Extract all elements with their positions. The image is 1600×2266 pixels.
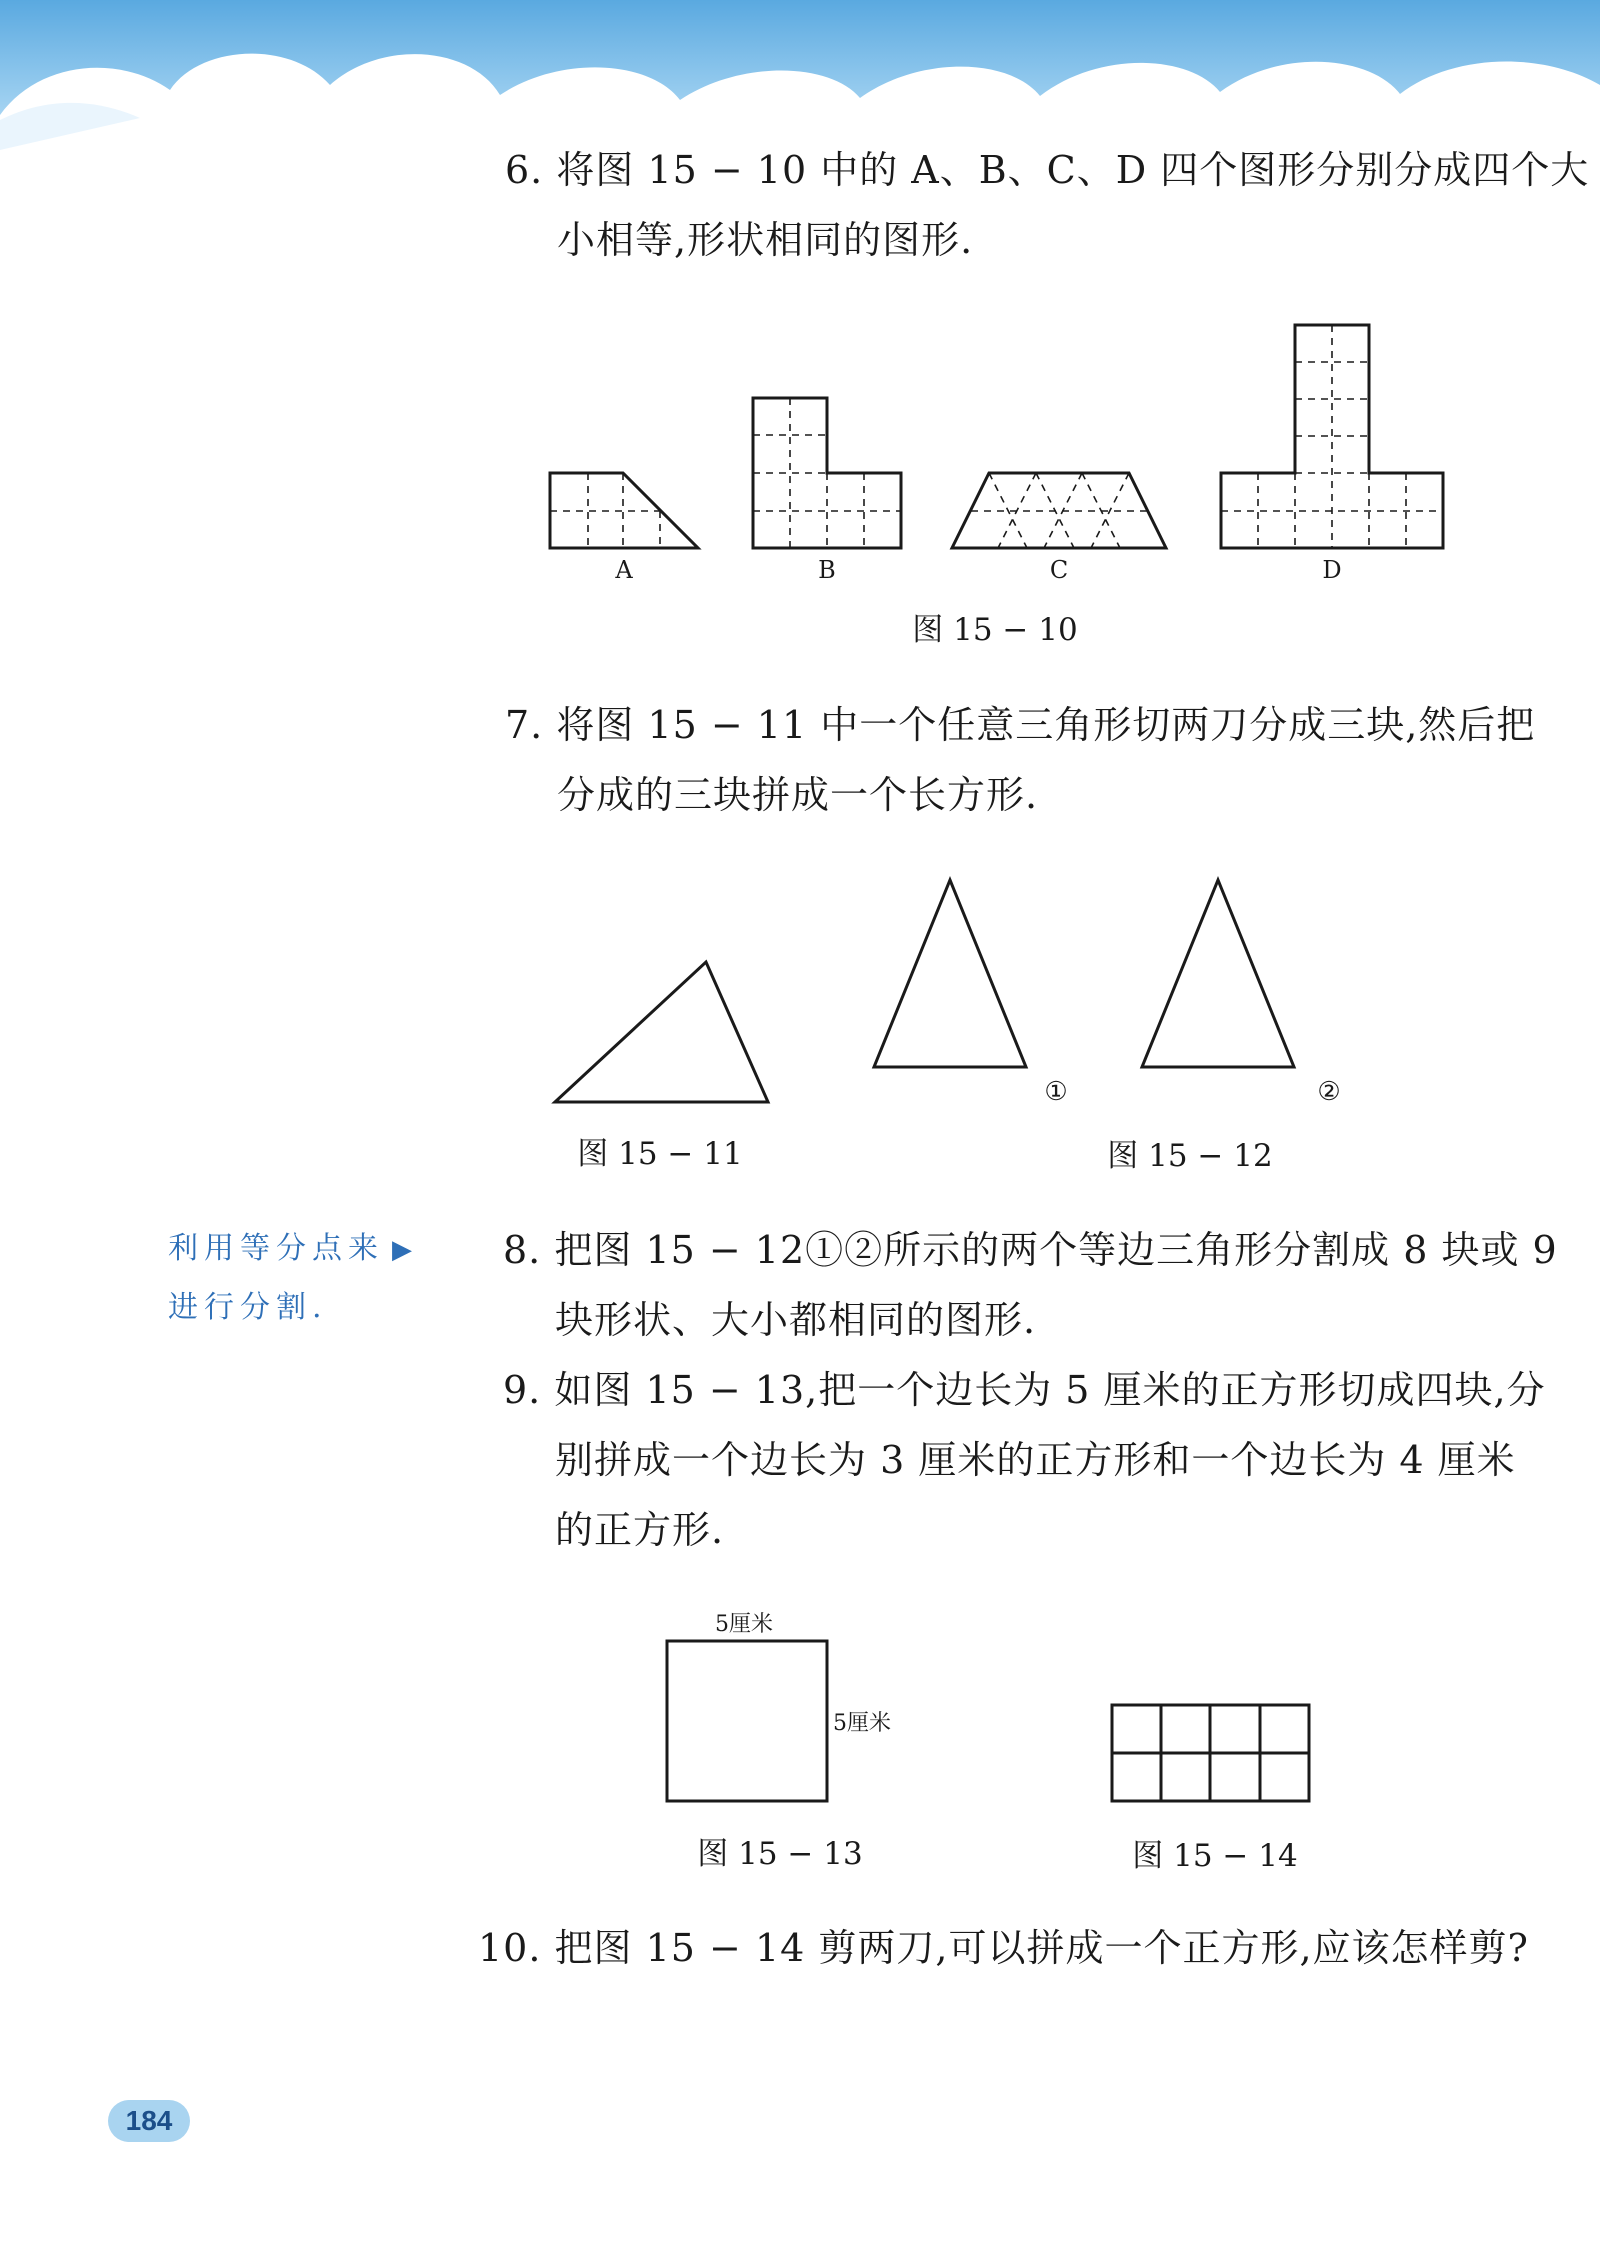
figure-15-13-and-15-14 <box>640 1600 1340 1820</box>
header-cloud-banner <box>0 0 1600 150</box>
shape-c-label: C <box>1049 556 1069 584</box>
question-text-line2: 小相等,形状相同的图形. <box>557 218 974 262</box>
question-text-line1: 把图 15 − 14 剪两刀,可以拼成一个正方形,应该怎样剪? <box>554 1926 1529 1970</box>
question-text-line1: 把图 15 − 12①②所示的两个等边三角形分割成 8 块或 9 <box>554 1228 1558 1272</box>
figure-15-12-caption: 图 15 − 12 <box>1107 1138 1273 1174</box>
figure-15-11-caption: 图 15 − 11 <box>577 1136 743 1172</box>
arrow-right-icon: ▶ <box>392 1235 412 1265</box>
question-text-line1: 如图 15 − 13,把一个边长为 5 厘米的正方形切成四块,分 <box>554 1368 1546 1412</box>
figure-15-10-caption: 图 15 − 10 <box>912 612 1078 648</box>
margin-hint-line1: 利用等分点来 <box>168 1231 384 1266</box>
square-top-label: 5厘米 <box>715 1612 773 1637</box>
figure-15-11-and-15-12 <box>540 870 1460 1110</box>
shape-c <box>952 473 1166 548</box>
margin-hint-line2: 进行分割. <box>168 1290 328 1325</box>
question-number: 6. <box>505 148 544 192</box>
question-number: 10. <box>478 1926 542 1970</box>
equilateral-triangle-2 <box>1142 880 1294 1067</box>
question-text-line2: 块形状、大小都相同的图形. <box>555 1298 1037 1342</box>
shape-a-label: A <box>615 556 633 584</box>
square-5cm <box>667 1641 827 1801</box>
question-text-line2: 别拼成一个边长为 3 厘米的正方形和一个边长为 4 厘米 <box>555 1438 1516 1482</box>
shape-d-label: D <box>1322 556 1342 584</box>
figure-15-10 <box>540 315 1460 605</box>
figure-15-14-caption: 图 15 − 14 <box>1132 1838 1298 1874</box>
question-10 <box>478 1913 1529 1983</box>
question-number: 8. <box>503 1228 542 1272</box>
question-text-line1: 将图 15 − 11 中一个任意三角形切两刀分成三块,然后把 <box>556 703 1536 747</box>
grid-2x4 <box>1112 1705 1309 1801</box>
figure-15-13-caption: 图 15 − 13 <box>697 1836 863 1872</box>
shape-b-label: B <box>818 556 836 584</box>
equilateral-triangle-1 <box>874 880 1026 1067</box>
page-number-badge: 184 <box>108 2100 190 2142</box>
question-9 <box>503 1355 1546 1565</box>
scalene-triangle <box>555 962 768 1102</box>
shape-b <box>753 398 901 548</box>
question-7 <box>505 690 1535 830</box>
shape-d <box>1221 325 1443 548</box>
question-number: 9. <box>503 1368 542 1412</box>
triangle-2-label: ② <box>1317 1077 1341 1107</box>
question-text-line2: 分成的三块拼成一个长方形. <box>557 773 1039 817</box>
question-number: 7. <box>505 703 544 747</box>
triangle-1-label: ① <box>1044 1077 1068 1107</box>
question-text-line3: 的正方形. <box>555 1508 725 1552</box>
square-side-label: 5厘米 <box>833 1711 891 1736</box>
question-6 <box>505 135 1589 275</box>
margin-hint <box>168 1220 412 1337</box>
question-8 <box>503 1215 1558 1355</box>
question-text-line1: 将图 15 − 10 中的 A、B、C、D 四个图形分别分成四个大 <box>556 148 1590 192</box>
shape-a <box>550 473 698 548</box>
